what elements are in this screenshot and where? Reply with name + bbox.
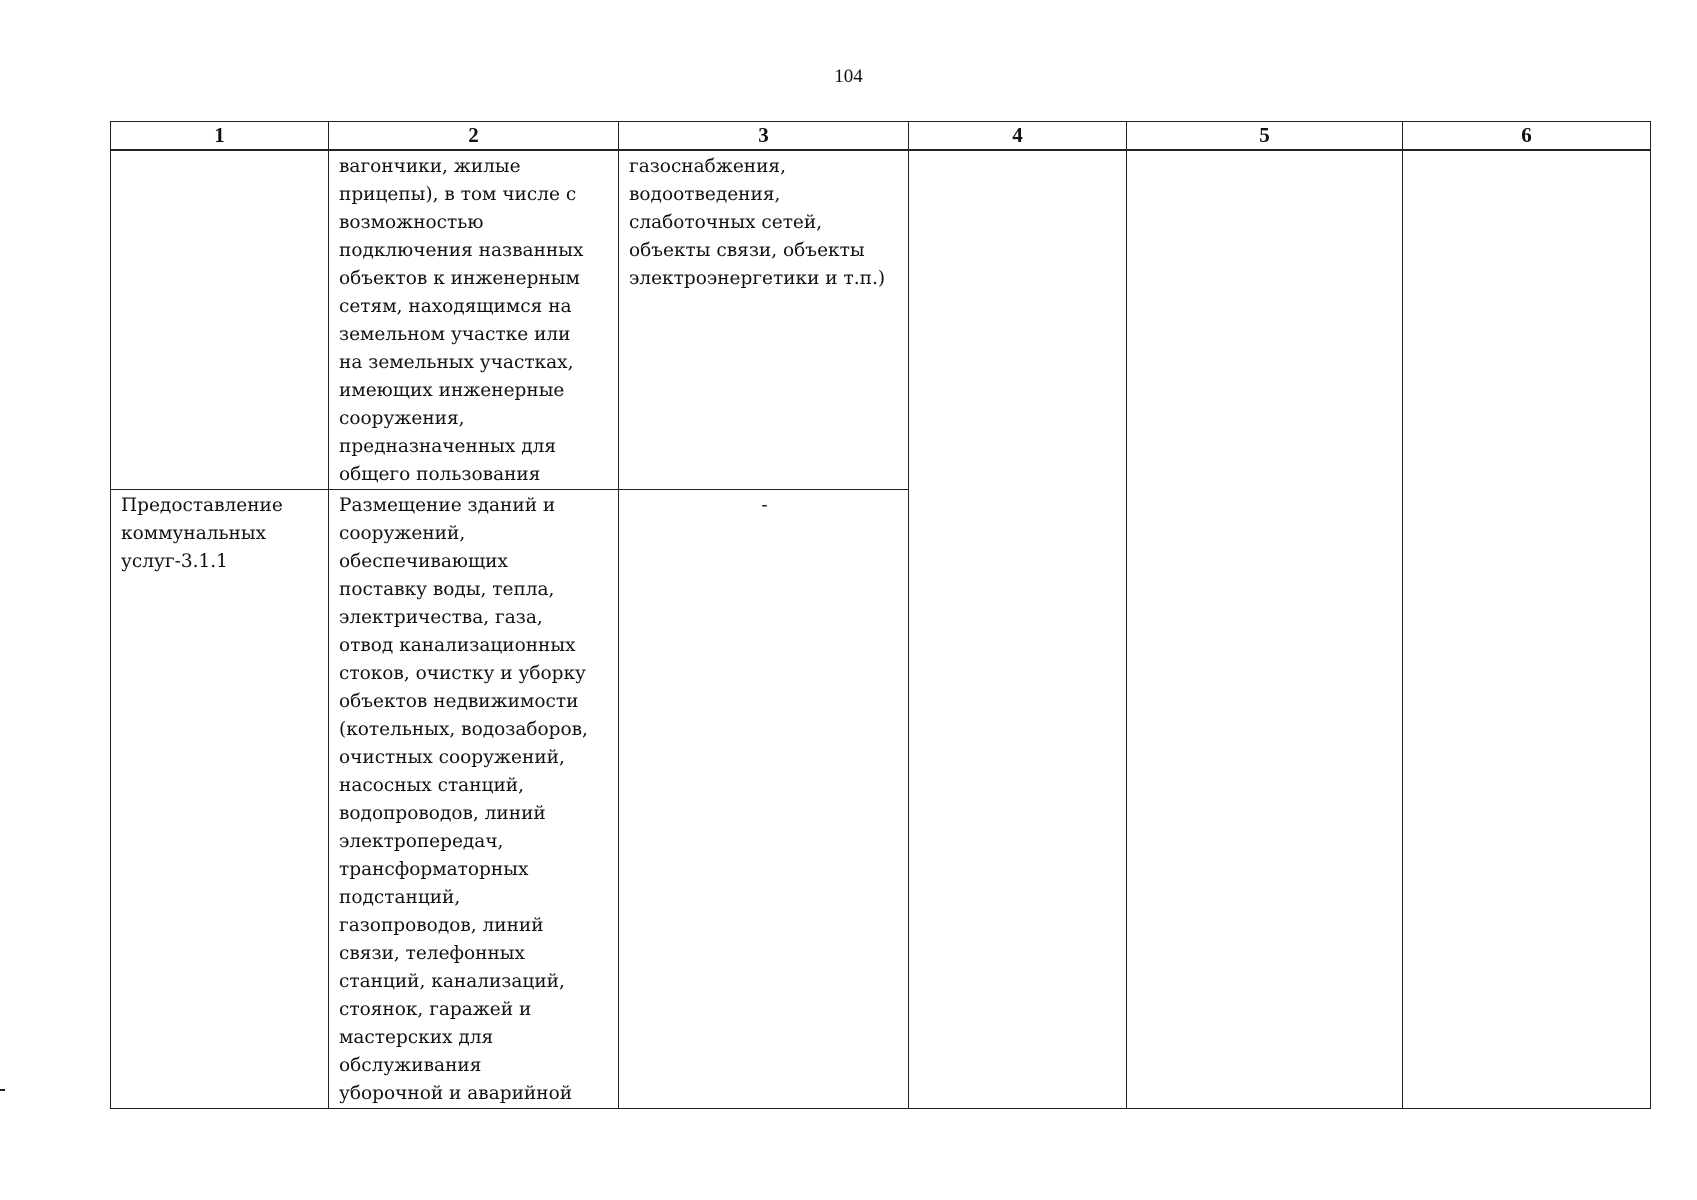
use-description-cell: вагончики, жилые прицепы), в том числе с возможностью подключения названных объектов к инженерным сетям, находящимся на земельном участке или на земельных участках, имеющих инженерные сооружения, предназначенных для общего пользования [329,150,619,490]
use-type-cell [111,150,329,490]
column-header-3: 3 [619,122,909,151]
empty-cell-col4 [909,150,1127,1109]
empty-cell-col6 [1403,150,1651,1109]
allowed-objects-cell: - [619,490,909,1109]
scan-edge-mark [0,1089,5,1091]
table-row [111,150,1651,490]
use-type-cell: Предоставление коммунальных услуг-3.1.1 [111,490,329,1109]
column-header-5: 5 [1127,122,1403,151]
land-use-table [110,121,1651,1109]
table-header-row [111,122,1651,151]
empty-cell-col5 [1127,150,1403,1109]
allowed-objects-cell: газоснабжения, водоотведения, слаботочных сетей, объекты связи, объекты электроэнергетики и т.п.) [619,150,909,490]
column-header-4: 4 [909,122,1127,151]
use-description-cell: Размещение зданий и сооружений, обеспечивающих поставку воды, тепла, электричества, газа, отвод канализационных стоков, очистку и уборку объектов недвижимости (котельных, водозаборов, очистных сооружений, насосных станций, водопроводов, линий электропередач, трансформаторных подстанций, газопроводов, линий связи, телефонных станций, канализаций, стоянок, гаражей и мастерских для обслуживания уборочной и аварийной [329,490,619,1109]
column-header-2: 2 [329,122,619,151]
page-number: 104 [834,66,863,87]
column-header-1: 1 [111,122,329,151]
column-header-6: 6 [1403,122,1651,151]
